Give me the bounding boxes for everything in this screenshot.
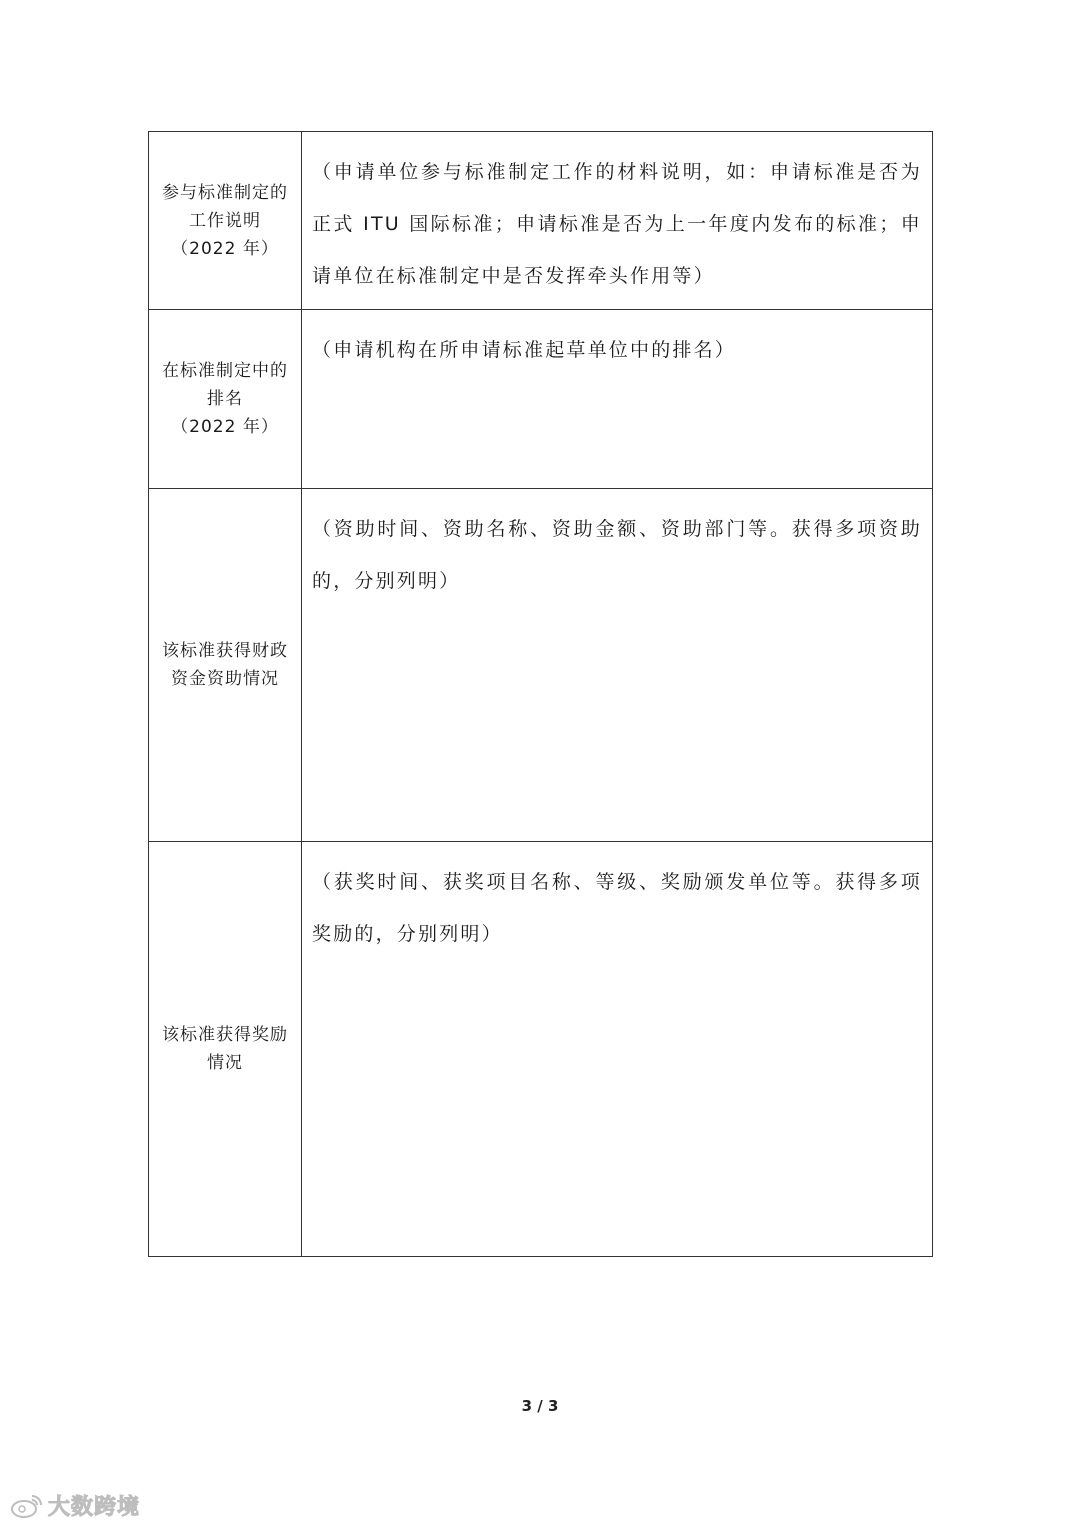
- row-content-text: （资助时间、资助名称、资助金额、资助部门等。获得多项资助的，分别列明）: [312, 518, 922, 592]
- watermark-text: 大数跨境: [48, 1495, 141, 1520]
- row-label-line: 该标准获得财政: [162, 641, 288, 661]
- row-label: [149, 842, 302, 1257]
- row-label-line: 排名: [207, 389, 243, 409]
- row-content[interactable]: [302, 489, 933, 842]
- row-label-line: 情况: [207, 1053, 243, 1073]
- row-label-line: 该标准获得奖励: [162, 1025, 288, 1045]
- page-number: 3 / 3: [521, 1397, 559, 1415]
- row-label-line: 工作说明: [189, 210, 261, 231]
- row-content-text: （获奖时间、获奖项目名称、等级、奖励颁发单位等。获得多项奖励的，分别列明）: [312, 871, 922, 945]
- row-content[interactable]: [302, 842, 933, 1257]
- table-row: [149, 132, 933, 310]
- table-row: [149, 842, 933, 1257]
- row-label-line: 资金资助情况: [171, 669, 279, 689]
- row-label-line: 在标准制定中的: [162, 361, 288, 381]
- row-content[interactable]: [302, 132, 933, 310]
- table-row: [149, 489, 933, 842]
- row-content-text: （申请机构在所申请标准起草单位中的排名）: [312, 339, 737, 361]
- row-label: [149, 310, 302, 489]
- row-label-line: 参与标准制定的: [162, 182, 288, 203]
- row-label-line: （2022 年）: [171, 238, 279, 259]
- watermark: [10, 1490, 140, 1521]
- row-content-text: （申请单位参与标准制定工作的材料说明，如：申请标准是否为正式 ITU 国际标准；申请标准是否为上一年度内发布的标准；申请单位在标准制定中是否发挥牵头作用等）: [312, 161, 922, 287]
- table-row: [149, 310, 933, 489]
- row-label: [149, 132, 302, 310]
- application-form-table: [148, 131, 933, 1257]
- weibo-logo-icon: [10, 1493, 44, 1519]
- row-label-line: （2022 年）: [171, 417, 279, 437]
- row-content[interactable]: [302, 310, 933, 489]
- row-label: [149, 489, 302, 842]
